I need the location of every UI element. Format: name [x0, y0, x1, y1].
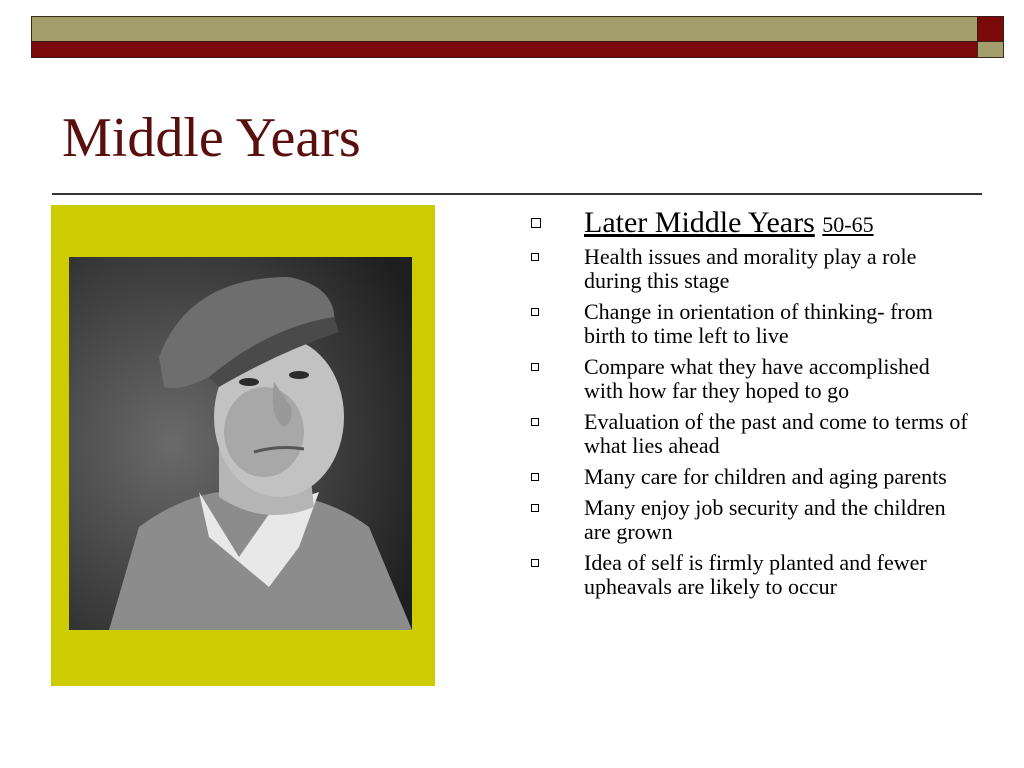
header-square-maroon — [977, 16, 1004, 42]
list-item — [530, 245, 970, 293]
list-item — [530, 300, 970, 348]
list-item — [530, 410, 970, 458]
list-item-text: Change in orientation of thinking- from birth to time left to live — [584, 299, 933, 348]
list-item-text: Compare what they have accomplished with how far they hoped to go — [584, 354, 930, 403]
heading-range: 50-65 — [822, 212, 874, 237]
square-bullet-icon — [531, 308, 539, 316]
list-item-heading — [530, 207, 970, 241]
square-bullet-icon — [531, 559, 539, 567]
square-bullet-icon — [531, 218, 541, 228]
square-bullet-icon — [531, 253, 539, 261]
list-item-text: Evaluation of the past and come to terms of what lies ahead — [584, 409, 968, 458]
bullet-list — [530, 207, 970, 606]
square-bullet-icon — [531, 418, 539, 426]
list-item-text: Many care for children and aging parents — [584, 464, 947, 489]
slide-title: Middle Years — [62, 107, 361, 169]
header-bar-olive — [31, 16, 978, 42]
list-item — [530, 465, 970, 489]
list-item — [530, 355, 970, 403]
list-item — [530, 551, 970, 599]
square-bullet-icon — [531, 363, 539, 371]
header-square-olive — [977, 41, 1004, 58]
list-item-text: Many enjoy job security and the children are grown — [584, 495, 946, 544]
portrait-photo — [69, 257, 412, 630]
header-bar-maroon — [31, 41, 978, 58]
heading-text: Later Middle Years — [584, 206, 815, 239]
photo-frame — [51, 205, 435, 686]
list-item-text: Health issues and morality play a role during this stage — [584, 244, 917, 293]
list-item — [530, 496, 970, 544]
list-item-text: Idea of self is firmly planted and fewer upheavals are likely to occur — [584, 550, 927, 599]
square-bullet-icon — [531, 473, 539, 481]
square-bullet-icon — [531, 504, 539, 512]
title-divider — [52, 193, 982, 195]
